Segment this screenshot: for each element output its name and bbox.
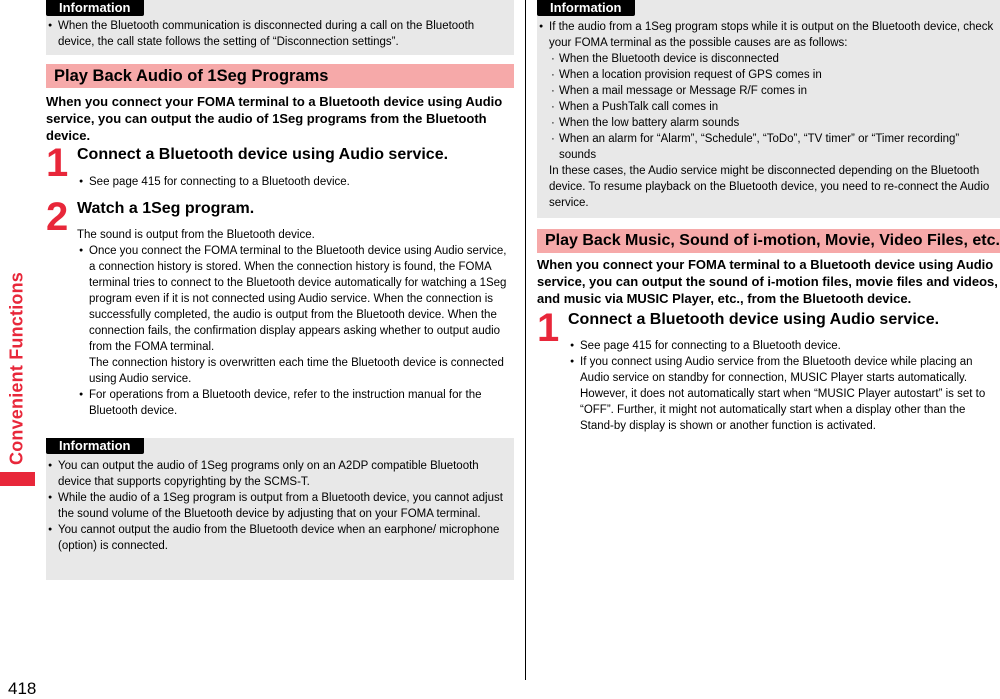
- info-box-disconnect: [46, 0, 514, 55]
- step-bullet: ● If you connect using Audio service from the Bluetooth device while placing an Audio service on standby for connection, MUSIC Player starts automatically. However, it does not automatically start when “MUSIC Player autostart” is set to “OFF”. Further, it might not automatically start when a display other than the Stand-by display is shown or another function is activated.: [568, 354, 1000, 434]
- info-tag: Information: [46, 438, 144, 454]
- cause-item: · When the low battery alarm sounds: [549, 115, 998, 131]
- step-title: Connect a Bluetooth device using Audio service.: [568, 311, 940, 328]
- step-number: 1: [46, 141, 69, 185]
- step-bullet-continued: The connection history is overwritten each time the Bluetooth device is connected using Audio service.: [89, 357, 504, 385]
- cause-item: · When a mail message or Message R/F comes in: [549, 83, 998, 99]
- step-number: 2: [46, 195, 69, 239]
- cause-item: · When a location provision request of GPS comes in: [549, 67, 998, 83]
- info-box-audio-stops: [537, 0, 1000, 218]
- step-bullet: ● Once you connect the FOMA terminal to the Bluetooth device using Audio service, a connection history is stored. When the connection history is found, the FOMA terminal tries to connect to the Bluetooth device automatically for watching a 1Seg program even if it is not connected using Audio service. When the connection is successfully completed, the audio is output from the Bluetooth device. When the connection fails, the confirmation display appears asking whether to output audio from the FOMA terminal.: [77, 243, 514, 355]
- section-title-music: Play Back Music, Sound of i-motion, Movie, Video Files, etc.: [537, 229, 1000, 253]
- info-tag: Information: [537, 0, 635, 16]
- intro-music: When you connect your FOMA terminal to a Bluetooth device using Audio service, you can output the sound of i-motion files, movie files and videos, and music via MUSIC Player, etc., from the Bluetooth device.: [537, 257, 998, 306]
- chapter-marker: [0, 472, 35, 486]
- column-divider: [525, 0, 526, 680]
- info-bullet: ● You can output the audio of 1Seg programs only on an A2DP compatible Bluetooth device that supports copyrighting by the SCMS-T.: [46, 458, 506, 490]
- step-title: Connect a Bluetooth device using Audio service.: [77, 146, 449, 163]
- info-note: In these cases, the Audio service might be disconnected depending on the Bluetooth device. To resume playback on the Bluetooth device, you need to re-connect the Audio service.: [549, 165, 990, 209]
- step-number: 1: [537, 306, 560, 350]
- step-text: The sound is output from the Bluetooth device.: [77, 229, 315, 241]
- info-bullet: ● If the audio from a 1Seg program stops while it is output on the Bluetooth device, check your FOMA terminal as the possible causes are as follows:: [537, 19, 998, 51]
- info-bullet: ● When the Bluetooth communication is disconnected during a call on the Bluetooth device, the call state follows the setting of “Disconnection settings”.: [46, 18, 506, 50]
- chapter-tab: [0, 0, 37, 698]
- cause-item: · When a PushTalk call comes in: [549, 99, 998, 115]
- step-bullet: ● See page 415 for connecting to a Bluetooth device.: [568, 338, 1000, 354]
- step-bullet: ● For operations from a Bluetooth device, refer to the instruction manual for the Bluetooth device.: [77, 387, 514, 419]
- chapter-label: Convenient Functions: [6, 272, 27, 466]
- intro-1seg: When you connect your FOMA terminal to a Bluetooth device using Audio service, you can output the audio of 1Seg programs from the Bluetooth device.: [46, 94, 503, 143]
- page-number: 418: [8, 679, 37, 698]
- info-tag: Information: [46, 0, 144, 16]
- section-title-1seg: Play Back Audio of 1Seg Programs: [46, 64, 514, 88]
- step-bullet: ● See page 415 for connecting to a Bluetooth device.: [77, 174, 514, 190]
- cause-item: · When an alarm for “Alarm”, “Schedule”, “ToDo”, “TV timer” or “Timer recording” sounds: [549, 131, 998, 163]
- cause-item: · When the Bluetooth device is disconnected: [549, 51, 998, 67]
- info-bullet: ● While the audio of a 1Seg program is output from a Bluetooth device, you cannot adjust the sound volume of the Bluetooth device by adjusting that on your FOMA terminal.: [46, 490, 506, 522]
- info-box-1seg: [46, 438, 514, 580]
- step-title: Watch a 1Seg program.: [77, 200, 255, 217]
- info-bullet: ● You cannot output the audio from the Bluetooth device when an earphone/ microphone (option) is connected.: [46, 522, 506, 554]
